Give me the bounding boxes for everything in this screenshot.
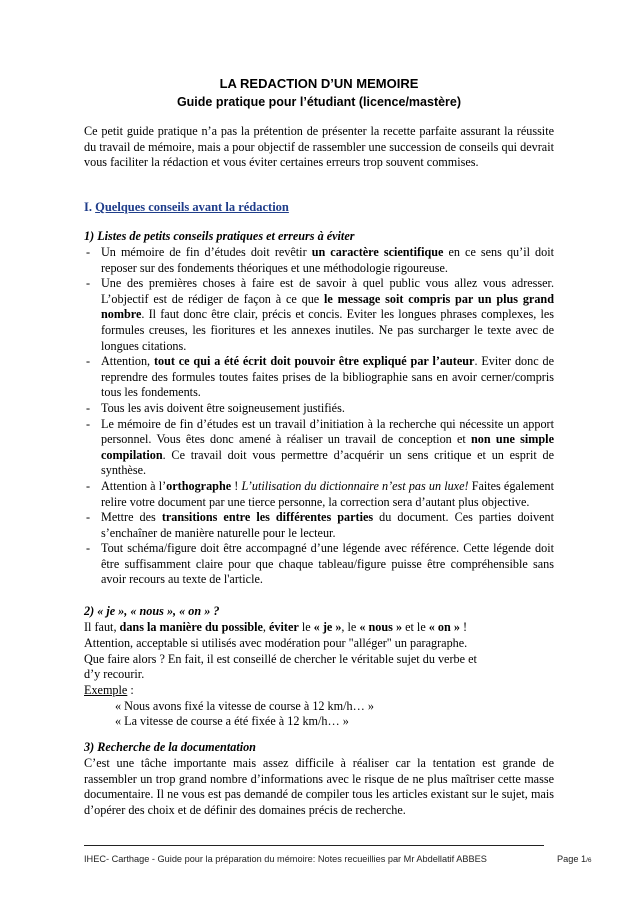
pronoun-rule-line: Il faut, dans la manière du possible, éviter le « je », le « nous » et le « on » ! <box>84 620 468 634</box>
list-item: - Attention, tout ce qui a été écrit doit pouvoir être expliqué par l’auteur. Eviter donc de reprendre des formules toutes faites prises de la bibliographie sans en avoir cerner/compris tous les fondements. <box>84 354 554 401</box>
documentation-paragraph: C’est une tâche importante mais assez difficile à réaliser car la tentation est grande de rassembler un trop grand nombre d’informations avec le risque de ne plus maîtriser cette masse documentaire. Il ne vous est pas demandé de compiler tous les articles existant sur le sujet, mais d’opérer des choix et de définir des domaines précis de recherche. <box>84 756 554 817</box>
document-subtitle: Guide pratique pour l’étudiant (licence/mastère) <box>176 95 462 109</box>
intro-paragraph: Ce petit guide pratique n’a pas la prétention de présenter la recette parfaite assurant la réussite du travail de mémoire, mais a pour objectif de rassembler une succession de conseils qui devrait vous faciliter la rédaction et vous éviter certaines erreurs trop souvent commises. <box>84 124 554 170</box>
page-number: Page 1/6 <box>557 854 592 864</box>
subsection-heading-1: 1) Listes de petits conseils pratiques et erreurs à éviter <box>84 229 355 243</box>
list-item: - Un mémoire de fin d’études doit revêtir un caractère scientifique en ce sens qu’il doit reposer sur des fondements théoriques et une méthodologie rigoureuse. <box>84 245 554 276</box>
text-line: d’y recourir. <box>84 667 145 681</box>
footer-divider <box>84 845 544 846</box>
list-item: - Le mémoire de fin d’études est un travail d’initiation à la recherche qui nécessite un apport personnel. Vous êtes donc amené à réaliser un travail de conception et non une simple compilation. Ce travail doit vous permettre d’acquérir un sens critique et un esprit de synthèse. <box>84 417 554 479</box>
section-heading-1 <box>84 200 289 216</box>
advice-list <box>84 245 554 588</box>
list-item: - Une des premières choses à faire est de savoir à quel public vous allez vous adresser. L’objectif est de rédiger de façon à ce que le message soit compris par un plus grand nombre. Il faut donc être clair, précis et concis. Eviter les longues phrases complexes, les formules creuses, les fioritures et les annexes inutiles. Ne pas surcharger le texte avec de longues citations. <box>84 276 554 354</box>
example-label: Exemple : <box>84 683 134 697</box>
text-line: Que faire alors ? En fait, il est conseillé de chercher le véritable sujet du verbe et <box>84 652 477 666</box>
example-quote: « La vitesse de course a été fixée à 12 km/h… » <box>115 714 349 728</box>
list-item: - Attention à l’orthographe ! L’utilisation du dictionnaire n’est pas un luxe! Faites également relire votre document par une tierce personne, la correction sera d’autant plus objective. <box>84 479 554 510</box>
subsection-heading-3: 3) Recherche de la documentation <box>84 740 256 754</box>
page-footer <box>84 852 592 868</box>
list-item: - Tous les avis doivent être soigneusement justifiés. <box>84 401 554 417</box>
footer-text: IHEC- Carthage - Guide pour la préparation du mémoire: Notes recueillies par Mr Abdellatif ABBES <box>84 854 487 864</box>
section-title: Quelques conseils avant la rédaction <box>95 200 289 214</box>
list-item: - Tout schéma/figure doit être accompagné d’une légende avec référence. Cette légende doit être suffisamment claire pour que chaque tableau/figure puisse être compréhensible sans avoir recours au texte de l'article. <box>84 541 554 588</box>
subsection-heading-2: 2) « je », « nous », « on » ? <box>84 604 220 618</box>
list-item: - Mettre des transitions entre les différentes parties du document. Ces parties doivent s’enchaîner de manière naturelle pour le lecteur. <box>84 510 554 541</box>
document-title: LA REDACTION D’UN MEMOIRE <box>219 76 419 91</box>
text-line: Attention, acceptable si utilisés avec modération pour "alléger" un paragraphe. <box>84 636 468 650</box>
example-quote: « Nous avons fixé la vitesse de course à 12 km/h… » <box>115 699 374 713</box>
section-number: I. <box>84 200 92 214</box>
